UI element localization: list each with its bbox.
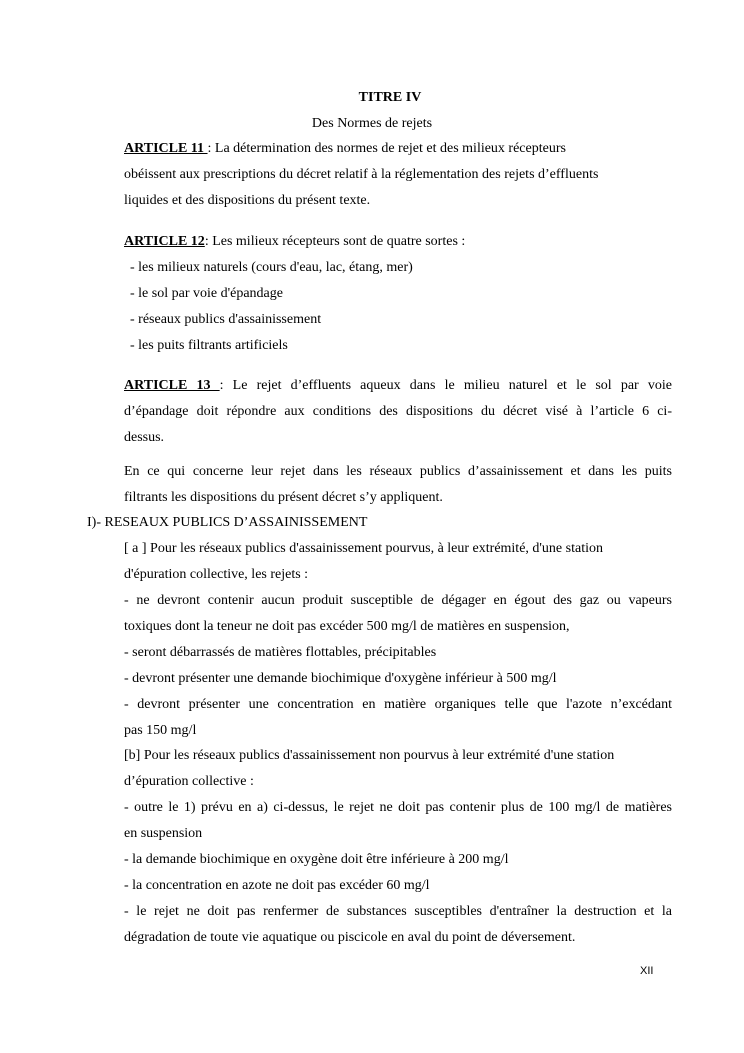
section-b-line-8: dégradation de toute vie aquatique ou piscicole en aval du point de déversement. xyxy=(124,930,576,945)
list-item: - le sol par voie d'épandage xyxy=(130,286,283,301)
section-a-line-7: - devront présenter une concentration en matière organiques telle que l'azote n’excédant xyxy=(124,697,672,712)
section-a-line-6: - devront présenter une demande biochimique d'oxygène inférieur à 500 mg/l xyxy=(124,671,557,686)
section-a-line-3: - ne devront contenir aucun produit susceptible de dégager en égout des gaz ou vapeurs xyxy=(124,593,672,608)
section-a-line-8: pas 150 mg/l xyxy=(124,723,197,738)
list-item: - réseaux publics d'assainissement xyxy=(130,312,322,327)
section-b-line-6: - la concentration en azote ne doit pas excéder 60 mg/l xyxy=(124,878,430,893)
article-13-text: : Le rejet d’effluents aqueux dans le milieu naturel et le sol par voie xyxy=(219,378,672,393)
article-13-para2-line-1: En ce qui concerne leur rejet dans les réseaux publics d’assainissement et dans les puits xyxy=(124,464,672,479)
section-a-line-5: - seront débarrassés de matières flottables, précipitables xyxy=(124,645,437,660)
article-13-line-3: dessus. xyxy=(124,430,165,445)
section-b-line-2: d’épuration collective : xyxy=(124,774,254,789)
article-13-para2-line-2: filtrants les dispositions du présent décret s’y appliquent. xyxy=(124,490,443,505)
page-title: TITRE IV xyxy=(358,90,422,105)
section-a-line-2: d'épuration collective, les rejets : xyxy=(124,567,309,582)
page-number: XII xyxy=(640,965,654,977)
article-11-line-2: obéissent aux prescriptions du décret relatif à la réglementation des rejets d’effluents xyxy=(124,167,599,182)
section-heading: I)- RESEAUX PUBLICS D’ASSAINISSEMENT xyxy=(87,515,368,530)
article-11-text: : La détermination des normes de rejet et des milieux récepteurs xyxy=(207,141,566,156)
article-13-label: ARTICLE 13 xyxy=(124,378,220,393)
article-13-line-2: d’épandage doit répondre aux conditions des dispositions du décret visé à l’article 6 ci- xyxy=(124,404,672,419)
article-11-line-3: liquides et des dispositions du présent texte. xyxy=(124,193,371,208)
section-b-line-5: - la demande biochimique en oxygène doit être inférieure à 200 mg/l xyxy=(124,852,509,867)
list-item: - les puits filtrants artificiels xyxy=(130,338,288,353)
section-a-line-4: toxiques dont la teneur ne doit pas excéder 500 mg/l de matières en suspension, xyxy=(124,619,570,634)
article-13-line-1 xyxy=(124,377,672,395)
article-11-line-1 xyxy=(124,140,566,158)
article-12-label: ARTICLE 12 xyxy=(124,234,205,249)
section-b-line-7: - le rejet ne doit pas renfermer de substances susceptibles d'entraîner la destruction et la xyxy=(124,904,672,919)
section-b-line-1: [b] Pour les réseaux publics d'assainissement non pourvus à leur extrémité d'une station xyxy=(124,748,615,763)
article-12-text: : Les milieux récepteurs sont de quatre sortes : xyxy=(204,234,466,249)
section-b-line-4: en suspension xyxy=(124,826,203,841)
section-a-line-1: [ a ] Pour les réseaux publics d'assainissement pourvus, à leur extrémité, d'une station xyxy=(124,541,603,556)
article-11-label: ARTICLE 11 xyxy=(124,141,208,156)
article-12-line-1 xyxy=(124,233,465,251)
page-subtitle: Des Normes de rejets xyxy=(311,116,433,131)
section-b-line-3: - outre le 1) prévu en a) ci-dessus, le rejet ne doit pas contenir plus de 100 mg/l de matières xyxy=(124,800,672,815)
list-item: - les milieux naturels (cours d'eau, lac, étang, mer) xyxy=(130,260,413,275)
